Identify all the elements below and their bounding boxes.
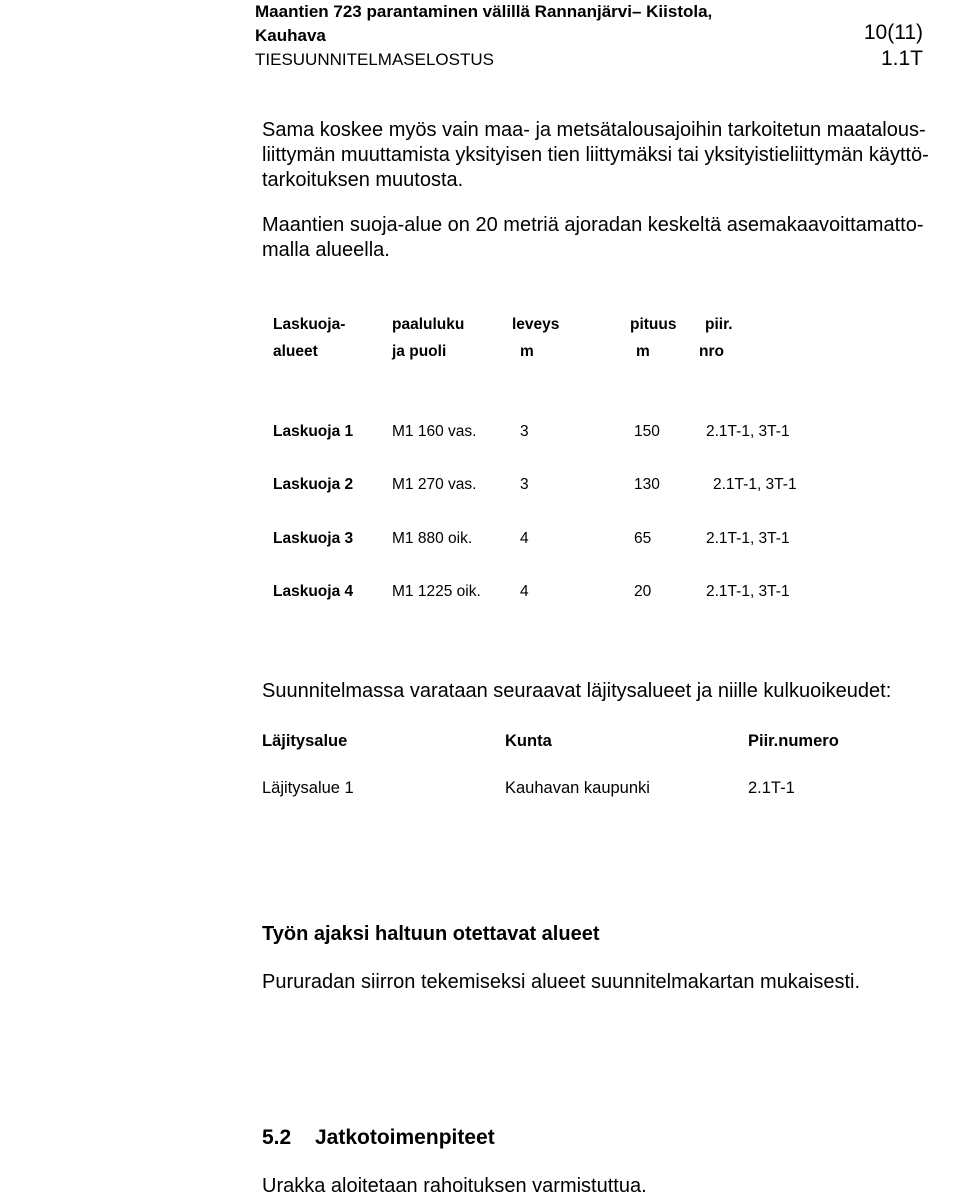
paragraph-1-line-3: tarkoituksen muutosta. [262, 169, 464, 191]
cell-width: 3 [520, 423, 529, 440]
page-number: 10(11) [863, 21, 923, 44]
col-header-length-line1: pituus [630, 316, 677, 333]
header-doc-type: TIESUUNNITELMASELOSTUS [255, 50, 494, 69]
paragraph-1-line-1: Sama koskee myös vain maa- ja metsätalousajoihin tarkoitetun maatalous- [262, 119, 926, 141]
col-header-area-line1: Laskuoja- [273, 316, 346, 333]
cell-area: Laskuoja 4 [273, 583, 354, 600]
cell-station: M1 880 oik. [392, 530, 473, 547]
paragraph-2-line-1: Maantien suoja-alue on 20 metriä ajoradan keskeltä asemakaavoittamatto- [262, 214, 924, 236]
col-header-width-line2: m [520, 343, 534, 360]
header-doc-code: 1.1T [880, 47, 923, 70]
cell-station: M1 160 vas. [392, 423, 477, 440]
col-header-area-line2: alueet [273, 343, 318, 360]
cell-municipality: Kauhavan kaupunki [505, 779, 650, 797]
cell-length: 150 [634, 423, 660, 440]
col-header-deposit-area: Läjitysalue [262, 732, 348, 750]
deposit-areas-intro: Suunnitelmassa varataan seuraavat läjitysalueet ja niille kulkuoikeudet: [262, 680, 892, 702]
cell-area: Laskuoja 3 [273, 530, 354, 547]
paragraph-2-line-2: malla alueella. [262, 239, 390, 261]
temp-areas-heading: Työn ajaksi haltuun otettavat alueet [262, 923, 600, 945]
section-title: Jatkotoimenpiteet [315, 1126, 495, 1149]
col-header-drawing-line2: nro [699, 343, 724, 360]
col-header-municipality: Kunta [505, 732, 552, 750]
col-header-station-line1: paaluluku [392, 316, 465, 333]
cell-station: M1 1225 oik. [392, 583, 481, 600]
col-header-station-line2: ja puoli [392, 343, 447, 360]
col-header-drawing-line1: piir. [705, 316, 733, 333]
header-title-line2: Kauhava [255, 26, 326, 45]
cell-area: Laskuoja 2 [273, 476, 354, 493]
cell-drawing: 2.1T-1, 3T-1 [706, 423, 790, 440]
cell-length: 20 [634, 583, 652, 600]
cell-drawing: 2.1T-1, 3T-1 [706, 530, 790, 547]
paragraph-1-line-2: liittymän muuttamista yksityisen tien liittymäksi tai yksityistieliittymän käyttö- [262, 144, 929, 166]
col-header-drawing-number: Piir.numero [748, 732, 839, 750]
cell-width: 4 [520, 583, 529, 600]
cell-width: 4 [520, 530, 529, 547]
cell-drawing: 2.1T-1, 3T-1 [706, 583, 790, 600]
cell-drawing-number: 2.1T-1 [748, 779, 795, 797]
section-number: 5.2 [262, 1126, 292, 1149]
col-header-width-line1: leveys [512, 316, 560, 333]
cell-length: 130 [634, 476, 660, 493]
col-header-length-line2: m [636, 343, 650, 360]
cell-deposit-area: Läjitysalue 1 [262, 779, 354, 797]
cell-width: 3 [520, 476, 529, 493]
temp-areas-text: Pururadan siirron tekemiseksi alueet suunnitelmakartan mukaisesti. [262, 971, 861, 993]
cell-length: 65 [634, 530, 652, 547]
cell-area: Laskuoja 1 [273, 423, 354, 440]
header-title-line1: Maantien 723 parantaminen välillä Rannanjärvi– Kiistola, [255, 2, 713, 21]
cell-station: M1 270 vas. [392, 476, 477, 493]
section-52-text: Urakka aloitetaan rahoituksen varmistuttua. [262, 1175, 647, 1197]
cell-drawing: 2.1T-1, 3T-1 [713, 476, 797, 493]
